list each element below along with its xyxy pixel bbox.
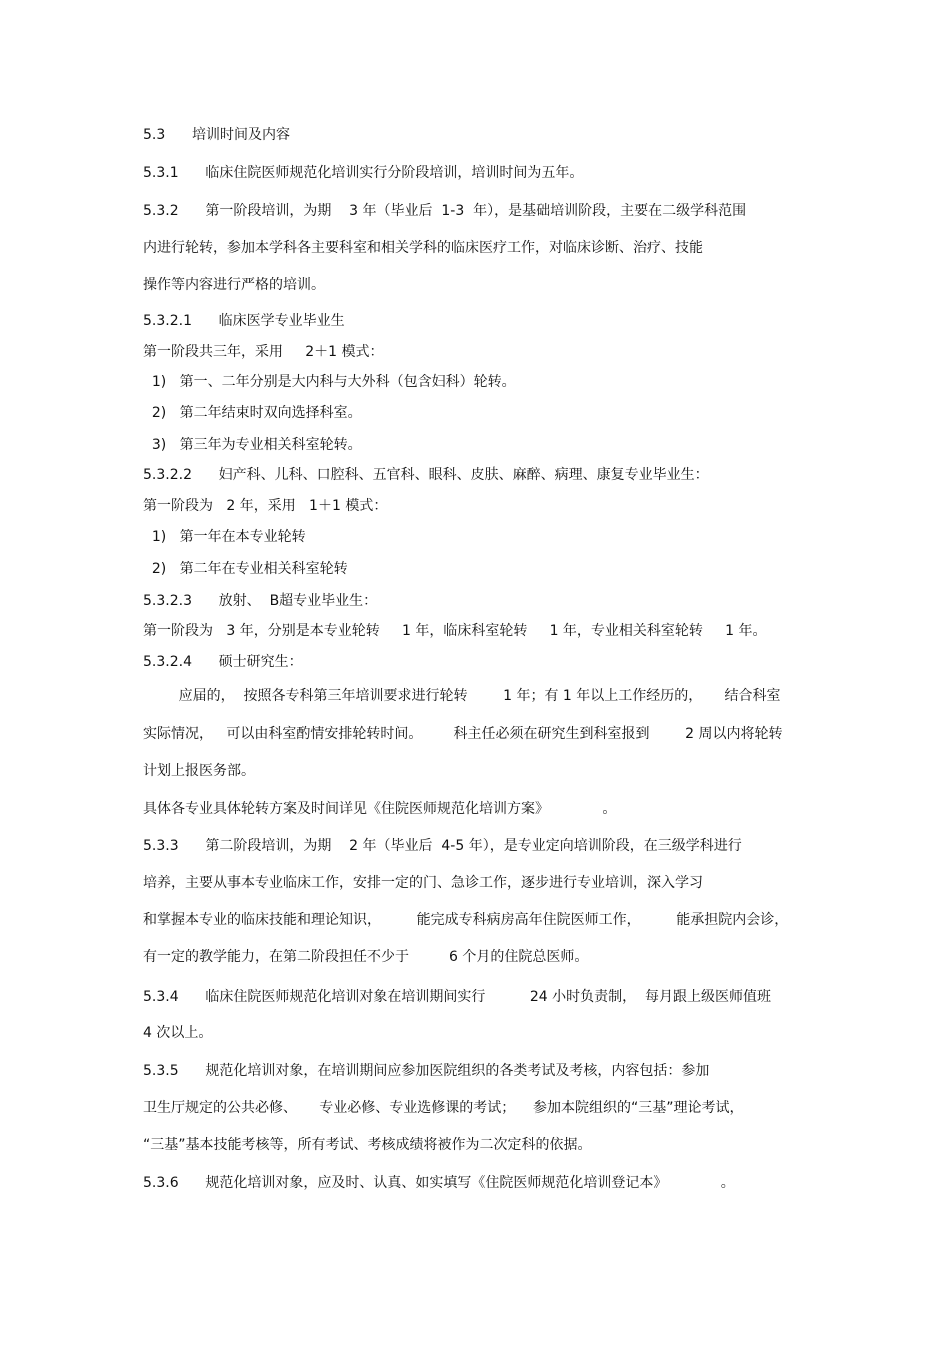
paragraph-line: 5.3.6 规范化培训对象，应及时、认真、如实填写《住院医师规范化培训登记本》 。 [143,1175,735,1191]
paragraph-line: 应届的， 按照各专科第三年培训要求进行轮转 1 年；有 1 年以上工作经历的， 结合科室 [143,688,781,704]
subsection-heading: 5.3.2.3 放射、 B超专业毕业生： [143,593,378,609]
list-item: 1) 第一、二年分别是大内科与大外科（包含妇科）轮转。 [143,374,516,390]
paragraph-line: 具体各专业具体轮转方案及时间详见《住院医师规范化培训方案》 。 [143,801,617,817]
section-heading: 5.3 培训时间及内容 [143,127,290,143]
paragraph-line: 第一阶段为 3 年，分别是本专业轮转 1 年，临床科室轮转 1 年，专业相关科室轮转 1 年。 [143,623,767,639]
paragraph-line: 5.3.4 临床住院医师规范化培训对象在培训期间实行 24 小时负责制， 每月跟上级医师值班 [143,989,771,1005]
paragraph-line: 操作等内容进行严格的培训。 [143,277,325,293]
paragraph-line: 和掌握本专业的临床技能和理论知识， 能完成专科病房高年住院医师工作， 能承担院内会诊， [143,912,789,928]
list-item: 2) 第二年在专业相关科室轮转 [143,561,348,577]
paragraph-line: 5.3.3 第二阶段培训，为期 2 年（毕业后 4-5 年），是专业定向培训阶段，在三级学科进行 [143,838,742,854]
paragraph-line: 5.3.5 规范化培训对象，在培训期间应参加医院组织的各类考试及考核，内容包括：参加 [143,1063,710,1079]
subsection-heading: 5.3.2.4 硕士研究生： [143,654,303,670]
list-item: 2) 第二年结束时双向选择科室。 [143,405,362,421]
paragraph-line: 实际情况， 可以由科室酌情安排轮转时间。 科主任必须在研究生到科室报到 2 周以内将轮转 [143,726,783,742]
paragraph-line: 4 次以上。 [143,1025,213,1041]
paragraph-line: 内进行轮转，参加本学科各主要科室和相关学科的临床医疗工作，对临床诊断、治疗、技能 [143,240,703,256]
paragraph-line: 5.3.1 临床住院医师规范化培训实行分阶段培训，培训时间为五年。 [143,165,584,181]
list-item: 1) 第一年在本专业轮转 [143,529,306,545]
paragraph-line: 培养，主要从事本专业临床工作，安排一定的门、急诊工作，逐步进行专业培训，深入学习 [143,875,703,891]
paragraph-line: 第一阶段共三年，采用 2＋1 模式： [143,344,384,360]
subsection-heading: 5.3.2.1 临床医学专业毕业生 [143,313,345,329]
subsection-heading: 5.3.2.2 妇产科、儿科、口腔科、五官科、眼科、皮肤、麻醉、病理、康复专业毕业生： [143,467,709,483]
paragraph-line: 计划上报医务部。 [143,763,255,779]
paragraph-line: 有一定的教学能力，在第二阶段担任不少于 6 个月的住院总医师。 [143,949,589,965]
list-item: 3) 第三年为专业相关科室轮转。 [143,437,362,453]
paragraph-line: “三基”基本技能考核等，所有考试、考核成绩将被作为二次定科的依据。 [143,1137,592,1153]
paragraph-line: 5.3.2 第一阶段培训，为期 3 年（毕业后 1-3 年），是基础培训阶段，主要在二级学科范围 [143,203,747,219]
paragraph-line: 卫生厅规定的公共必修、 专业必修、专业选修课的考试； 参加本院组织的“三基”理论考试， [143,1100,744,1116]
paragraph-line: 第一阶段为 2 年，采用 1＋1 模式： [143,498,388,514]
